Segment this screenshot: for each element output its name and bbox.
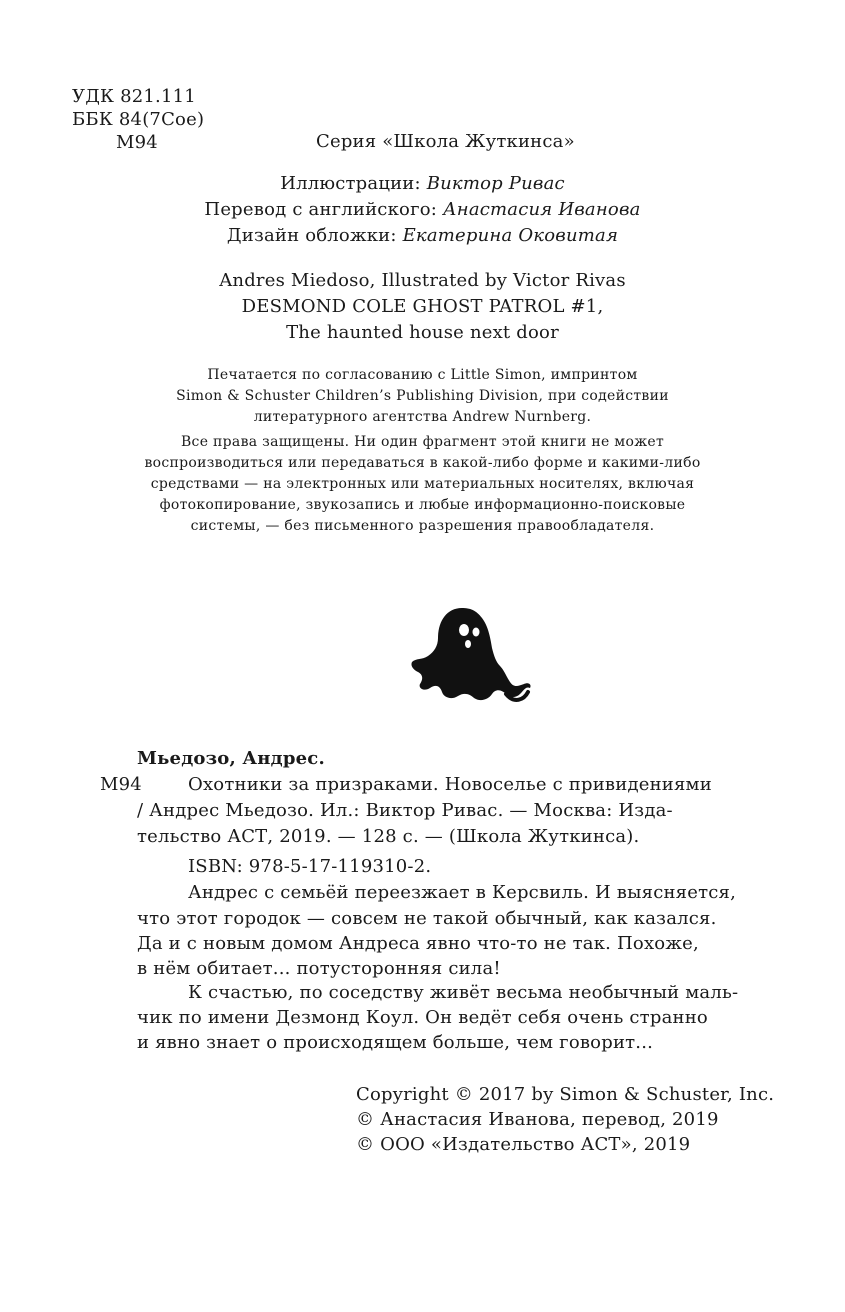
author-index: М94 [116, 132, 158, 153]
annotation-line: К счастью, по соседству живёт весьма необычный маль- [188, 982, 739, 1003]
rights-line: средствами — на электронных или материальных носителях, включая [150, 476, 695, 492]
bib-line-3: тельство АСТ, 2019. — 128 с. — (Школа Жуткинса). [137, 826, 640, 847]
udk-code: УДК 821.111 [72, 86, 196, 107]
ghost-icon [410, 604, 532, 710]
annotation-line: Да и с новым домом Андреса явно что-то не так. Похоже, [137, 933, 699, 954]
agreement-line: литературного агентства Andrew Nurnberg. [253, 409, 592, 425]
credit-cover-design: Дизайн обложки: Екатерина Оковитая [226, 225, 619, 246]
rights-line: фотокопирование, звукозапись и любые информационно-поисковые [159, 497, 686, 513]
annotation-line: в нём обитает... потусторонняя сила! [137, 958, 501, 979]
rights-line: системы, — без письменного разрешения правообладателя. [190, 518, 655, 534]
original-title-line: The haunted house next door [286, 322, 559, 343]
copyright-line: © ООО «Издательство АСТ», 2019 [356, 1134, 691, 1155]
original-author-line: Andres Miedoso, Illustrated by Victor Rivas [219, 270, 626, 291]
rights-line: Все права защищены. Ни один фрагмент этой книги не может [180, 434, 665, 450]
agreement-line: Simon & Schuster Children’s Publishing Division, при содействии [176, 388, 669, 404]
series-title: Серия «Школа Жуткинса» [316, 131, 575, 152]
agreement-notice [0, 365, 845, 428]
copyright-line: Copyright © 2017 by Simon & Schuster, Inc. [356, 1084, 775, 1105]
bib-line-2: / Андрес Мьедозо. Ил.: Виктор Ривас. — Москва: Изда- [137, 800, 673, 821]
credits [0, 171, 845, 249]
original-series-line: DESMOND COLE GHOST PATROL #1, [241, 296, 604, 317]
bib-author: Мьедозо, Андрес. [137, 748, 325, 769]
credit-translation: Перевод с английского: Анастасия Иванова [204, 199, 641, 220]
isbn: ISBN: 978-5-17-119310-2. [188, 856, 432, 877]
annotation-line: и явно знает о происходящем больше, чем говорит... [137, 1032, 654, 1053]
credit-illustrations: Иллюстрации: Виктор Ривас [280, 173, 565, 194]
bib-index: М94 [100, 774, 142, 795]
bib-line-1: Охотники за призраками. Новоселье с привидениями [188, 774, 712, 795]
original-edition [0, 268, 845, 346]
agreement-line: Печатается по согласованию с Little Simon, импринтом [207, 367, 638, 383]
rights-notice [0, 432, 845, 537]
bbk-code: ББК 84(7Сое) [72, 109, 205, 130]
copyright-line: © Анастасия Иванова, перевод, 2019 [356, 1109, 719, 1130]
annotation-line: что этот городок — совсем не такой обычный, как казался. [137, 908, 717, 929]
rights-line: воспроизводиться или передаваться в какой-либо форме и какими-либо [144, 455, 701, 471]
annotation-line: Андрес с семьёй переезжает в Керсвиль. И выясняется, [188, 882, 737, 903]
annotation-line: чик по имени Дезмонд Коул. Он ведёт себя очень странно [137, 1007, 708, 1028]
